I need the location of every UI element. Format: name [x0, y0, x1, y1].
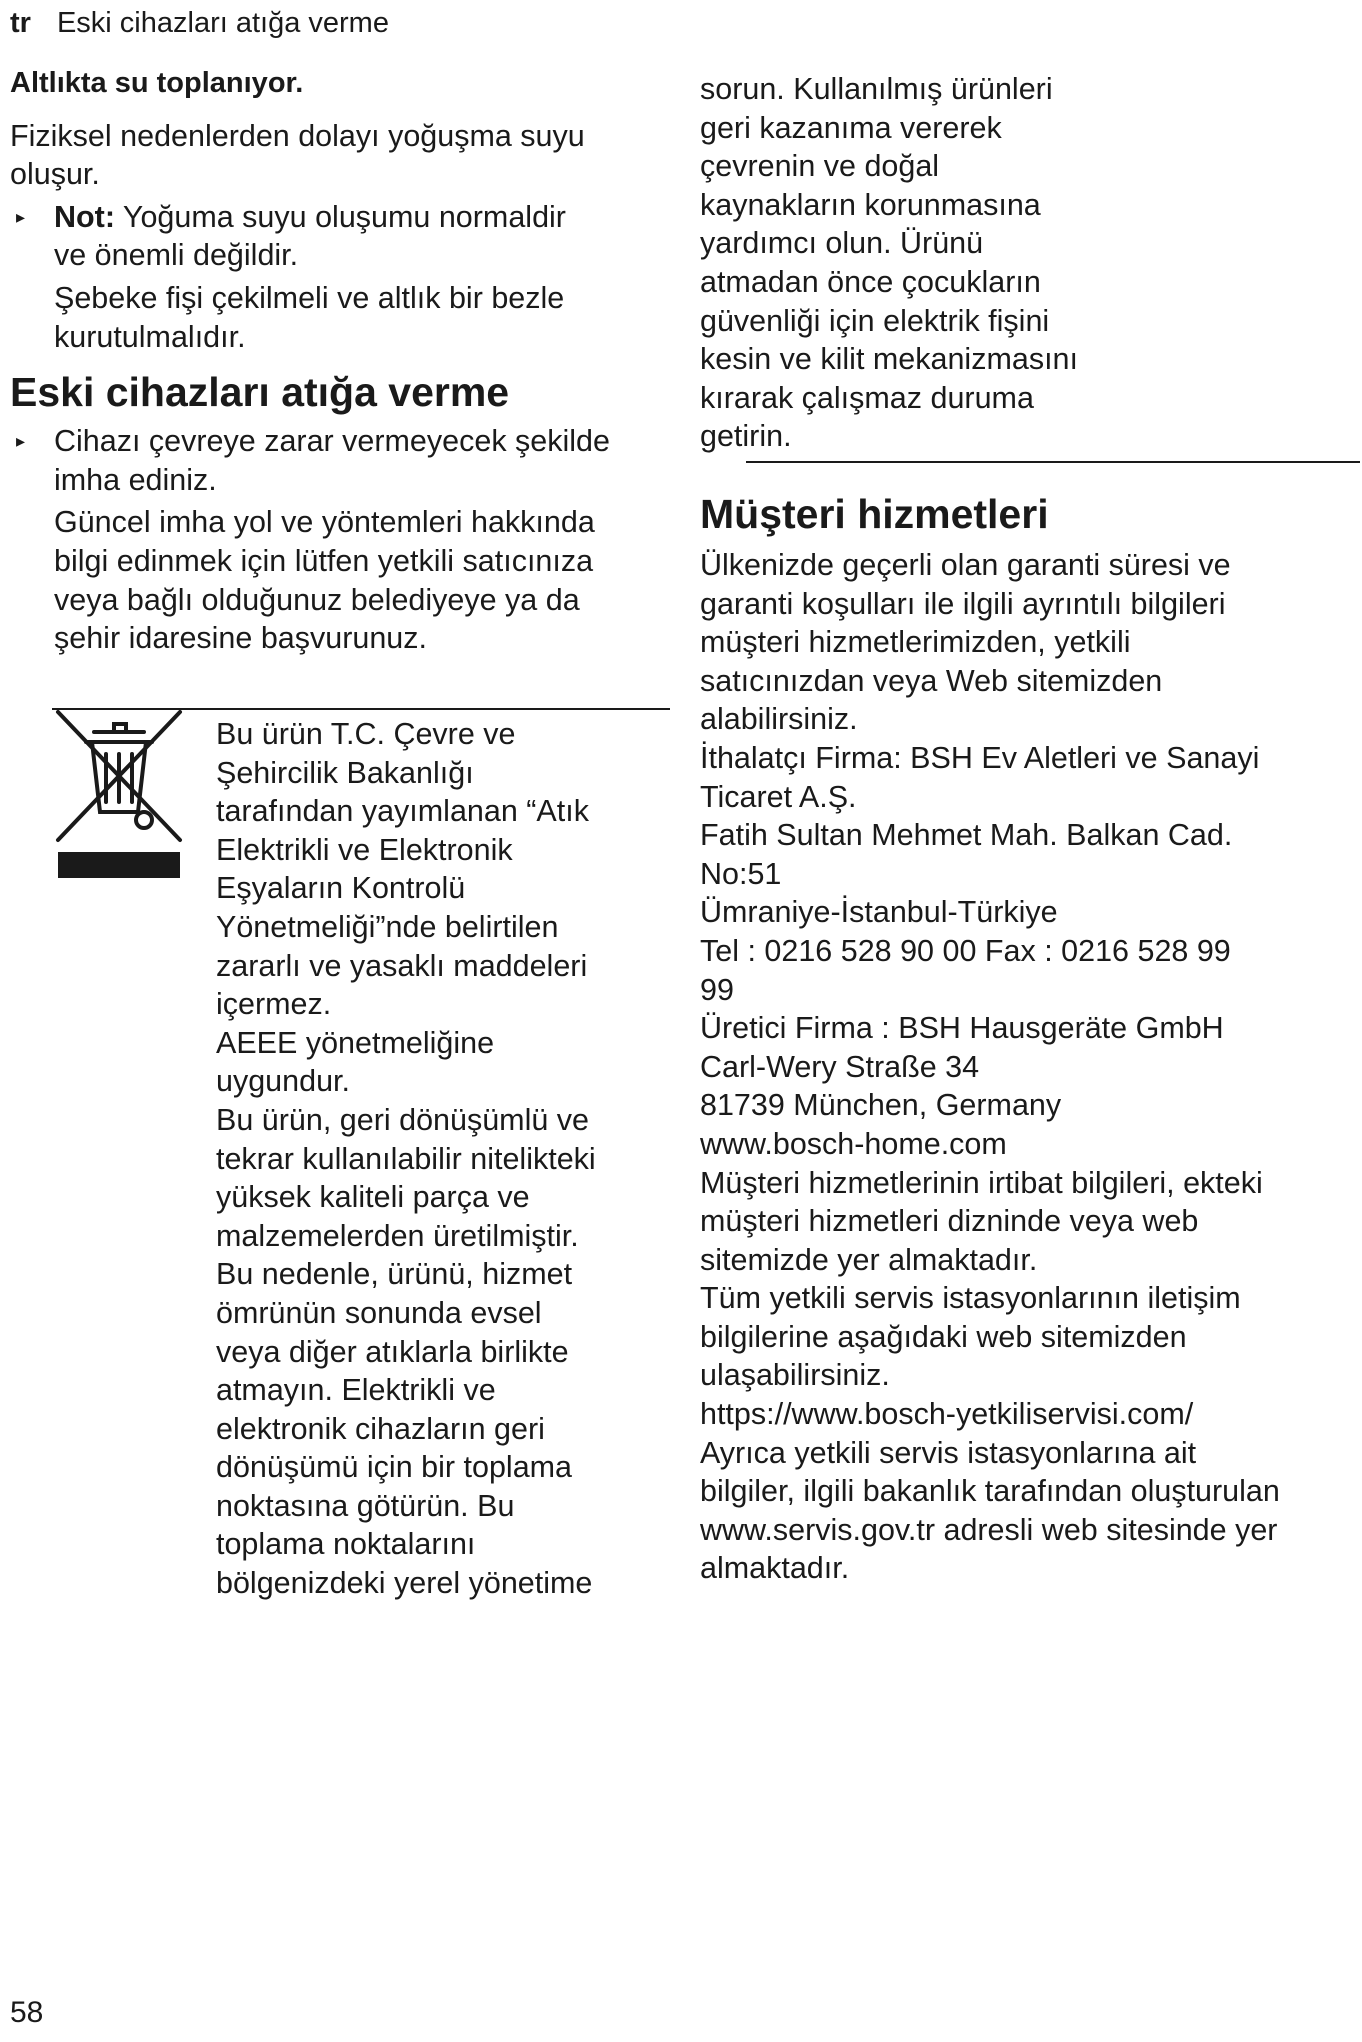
- continued-line: kırarak çalışmaz duruma: [700, 380, 1034, 415]
- body-line: https://www.bosch-yetkiliservisi.com/: [700, 1397, 1194, 1432]
- body-line: Müşteri hizmetlerinin irtibat bilgileri, ekteki: [700, 1165, 1263, 1200]
- bullet-line: imha ediniz.: [54, 462, 217, 497]
- bullet-triangle-icon: ▸: [16, 431, 26, 452]
- weee-line: toplama noktalarını: [216, 1527, 476, 1562]
- weee-line: Bu nedenle, ürünü, hizmet: [216, 1257, 573, 1292]
- weee-line: içermez.: [216, 987, 332, 1022]
- continued-line: güvenliği için elektrik fişini: [700, 303, 1050, 338]
- body-line: Carl-Wery Straße 34: [700, 1049, 980, 1084]
- cause-line: Fiziksel nedenlerden dolayı yoğuşma suyu: [10, 118, 585, 153]
- body-line: Ayrıca yetkili servis istasyonlarına ait: [700, 1435, 1197, 1470]
- bullet-triangle-icon: ▸: [16, 206, 26, 227]
- right-column: [700, 70, 1360, 456]
- continued-line: kaynakların korunmasına: [700, 187, 1041, 222]
- weee-line: dönüşümü için bir toplama: [216, 1450, 573, 1485]
- body-line: www.bosch-home.com: [700, 1126, 1007, 1161]
- body-line: müşteri hizmetleri dizninde veya web: [700, 1204, 1199, 1239]
- weee-line: elektronik cihazların geri: [216, 1411, 545, 1446]
- weee-line: zararlı ve yasaklı maddeleri: [216, 948, 588, 983]
- body-line: İthalatçı Firma: BSH Ev Aletleri ve Sanayi: [700, 740, 1260, 775]
- body-line: Ticaret A.Ş.: [700, 779, 857, 814]
- body-line: Tüm yetkili servis istasyonlarının iletişim: [700, 1281, 1241, 1316]
- continued-line: sorun. Kullanılmış ürünleri: [700, 72, 1053, 106]
- weee-line: ömrünün sonunda evsel: [216, 1295, 542, 1330]
- continued-line: getirin.: [700, 419, 792, 454]
- weee-line: tekrar kullanılabilir nitelikteki: [216, 1141, 596, 1176]
- weee-line: yüksek kaliteli parça ve: [216, 1180, 530, 1215]
- weee-line: AEEE yönetmeliğine: [216, 1025, 495, 1060]
- bullet-line: Cihazı çevreye zarar vermeyecek şekilde: [54, 424, 610, 459]
- weee-line: malzemelerden üretilmiştir.: [216, 1218, 579, 1253]
- weee-line: Elektrikli ve Elektronik: [216, 832, 513, 867]
- running-header: [10, 4, 389, 42]
- crossed-bin-icon: [54, 710, 184, 880]
- weee-line: Yönetmeliği”nde belirtilen: [216, 909, 559, 944]
- weee-line: Şehircilik Bakanlığı: [216, 755, 474, 790]
- weee-line: Bu ürün, geri dönüşümlü ve: [216, 1102, 589, 1137]
- body-line: Tel : 0216 528 90 00 Fax : 0216 528 99: [700, 933, 1231, 968]
- body-line: 81739 München, Germany: [700, 1088, 1062, 1123]
- note-line: ve önemli değildir.: [54, 238, 299, 273]
- weee-line: atmayın. Elektrikli ve: [216, 1373, 496, 1408]
- body-line: almaktadır.: [700, 1551, 850, 1586]
- info-line: şehir idaresine başvurunuz.: [54, 621, 427, 656]
- body-line: satıcınızdan veya Web sitemizden: [700, 663, 1163, 698]
- note-label: Not:: [54, 199, 115, 234]
- info-line: bilgi edinmek için lütfen yetkili satıcınıza: [54, 543, 594, 578]
- language-code: tr: [10, 7, 31, 39]
- body-line: Üretici Firma : BSH Hausgeräte GmbH: [700, 1011, 1224, 1046]
- weee-line: noktasına götürün. Bu: [216, 1488, 515, 1523]
- body-line: ulaşabilirsiniz.: [700, 1358, 890, 1393]
- body-line: 99: [700, 972, 734, 1007]
- section-divider: [746, 461, 1360, 463]
- customer-service-section: [700, 488, 1360, 1588]
- body-line: garanti koşulları ile ilgili ayrıntılı bilgileri: [700, 586, 1226, 621]
- page-number: 58: [10, 1996, 44, 2029]
- body-line: alabilirsiniz.: [700, 702, 858, 737]
- continued-line: çevrenin ve doğal: [700, 149, 940, 184]
- info-line: Güncel imha yol ve yöntemleri hakkında: [54, 505, 595, 540]
- body-line: bilgiler, ilgili bakanlık tarafından oluşturulan: [700, 1474, 1280, 1509]
- header-title: Eski cihazları atığa verme: [56, 7, 389, 39]
- body-line: müşteri hizmetlerimizden, yetkili: [700, 625, 1131, 660]
- info-line: veya bağlı olduğunuz belediyeye ya da: [54, 582, 580, 617]
- body-line: www.servis.gov.tr adresli web sitesinde yer: [700, 1512, 1278, 1547]
- body-line: Ümraniye-İstanbul-Türkiye: [700, 895, 1058, 930]
- weee-line: Bu ürün T.C. Çevre ve: [216, 717, 516, 751]
- note-line: Yoğuma suyu oluşumu normaldir: [114, 199, 566, 234]
- weee-line: veya diğer atıklarla birlikte: [216, 1334, 569, 1369]
- weee-line: Eşyaların Kontrolü: [216, 871, 466, 906]
- weee-line: uygundur.: [216, 1064, 350, 1099]
- continued-text: [700, 70, 1360, 456]
- action-line: kurutulmalıdır.: [54, 319, 246, 354]
- body-line: Fatih Sultan Mehmet Mah. Balkan Cad.: [700, 818, 1233, 853]
- continued-line: yardımcı olun. Ürünü: [700, 226, 984, 261]
- cause-line: oluşur.: [10, 157, 100, 192]
- weee-line: tarafından yayımlanan “Atık: [216, 794, 589, 829]
- action-line: Şebeke fişi çekilmeli ve altlık bir bezle: [54, 280, 565, 315]
- continued-line: kesin ve kilit mekanizmasını: [700, 342, 1078, 377]
- continued-line: atmadan önce çocukların: [700, 264, 1041, 299]
- weee-text: [216, 715, 596, 1603]
- body-line: No:51: [700, 856, 782, 891]
- section-heading-disposal: Eski cihazları atığa verme: [10, 369, 510, 416]
- body-line: Ülkenizde geçerli olan garanti süresi ve: [700, 548, 1231, 582]
- weee-symbol: [54, 710, 184, 885]
- section-heading-customer-service: Müşteri hizmetleri: [700, 491, 1049, 537]
- weee-line: bölgenizdeki yerel yönetime: [216, 1566, 593, 1601]
- body-line: bilgilerine aşağıdaki web sitemizden: [700, 1319, 1187, 1354]
- sub-heading: Altlıkta su toplanıyor.: [10, 67, 304, 99]
- continued-line: geri kazanıma vererek: [700, 110, 1002, 145]
- body-line: sitemizde yer almaktadır.: [700, 1242, 1038, 1277]
